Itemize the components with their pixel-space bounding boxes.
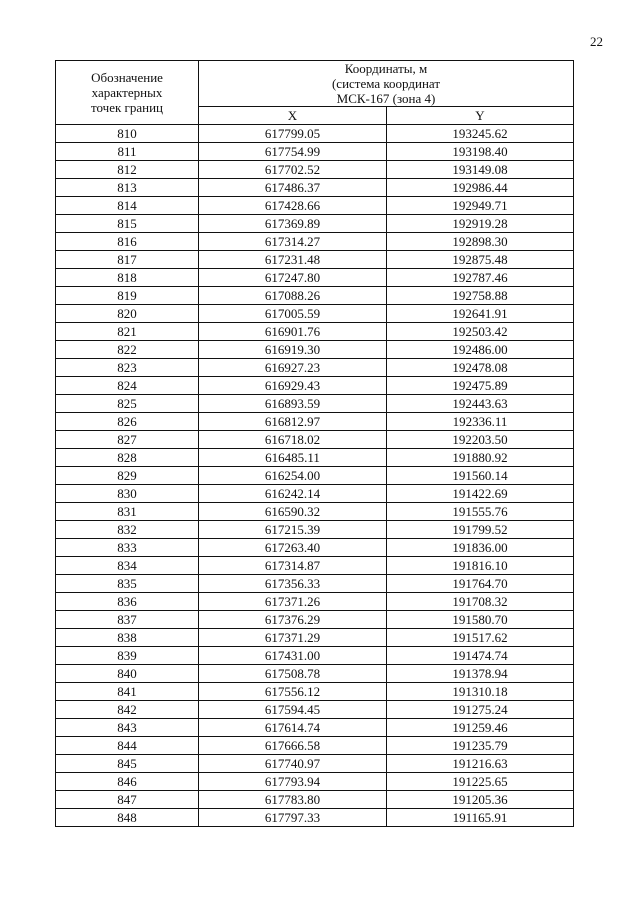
table-row <box>56 161 574 179</box>
y-cell: 193198.40 <box>387 143 574 161</box>
x-cell: 617594.45 <box>199 701 387 719</box>
table-row <box>56 449 574 467</box>
table-row <box>56 215 574 233</box>
table-row <box>56 359 574 377</box>
point-cell: 836 <box>56 593 199 611</box>
table-row <box>56 791 574 809</box>
y-cell: 192898.30 <box>387 233 574 251</box>
point-cell: 845 <box>56 755 199 773</box>
y-cell: 191235.79 <box>387 737 574 755</box>
x-cell: 616919.30 <box>199 341 387 359</box>
table-body <box>56 125 574 827</box>
point-cell: 823 <box>56 359 199 377</box>
header-point-designation <box>56 61 199 125</box>
table-row <box>56 269 574 287</box>
table-row <box>56 251 574 269</box>
x-cell: 617247.80 <box>199 269 387 287</box>
y-cell: 191836.00 <box>387 539 574 557</box>
y-cell: 192758.88 <box>387 287 574 305</box>
y-cell: 192949.71 <box>387 197 574 215</box>
x-cell: 617799.05 <box>199 125 387 143</box>
x-cell: 617263.40 <box>199 539 387 557</box>
table-row <box>56 557 574 575</box>
point-cell: 847 <box>56 791 199 809</box>
point-cell: 812 <box>56 161 199 179</box>
point-cell: 840 <box>56 665 199 683</box>
y-cell: 191799.52 <box>387 521 574 539</box>
x-cell: 617754.99 <box>199 143 387 161</box>
table-row <box>56 665 574 683</box>
y-cell: 192486.00 <box>387 341 574 359</box>
table-row <box>56 719 574 737</box>
point-cell: 844 <box>56 737 199 755</box>
point-cell: 830 <box>56 485 199 503</box>
x-cell: 617666.58 <box>199 737 387 755</box>
point-cell: 843 <box>56 719 199 737</box>
header-coordinates <box>199 61 574 107</box>
table-row <box>56 233 574 251</box>
point-cell: 811 <box>56 143 199 161</box>
x-cell: 617005.59 <box>199 305 387 323</box>
y-cell: 192875.48 <box>387 251 574 269</box>
y-cell: 191259.46 <box>387 719 574 737</box>
y-cell: 192641.91 <box>387 305 574 323</box>
x-cell: 617793.94 <box>199 773 387 791</box>
x-cell: 617088.26 <box>199 287 387 305</box>
point-cell: 813 <box>56 179 199 197</box>
table-row <box>56 629 574 647</box>
table-row <box>56 485 574 503</box>
x-cell: 616927.23 <box>199 359 387 377</box>
y-cell: 191474.74 <box>387 647 574 665</box>
x-cell: 617371.29 <box>199 629 387 647</box>
x-cell: 616590.32 <box>199 503 387 521</box>
y-cell: 193149.08 <box>387 161 574 179</box>
x-cell: 616901.76 <box>199 323 387 341</box>
point-cell: 815 <box>56 215 199 233</box>
header-y: Y <box>387 107 574 125</box>
table-row <box>56 503 574 521</box>
header-point-line-3: точек границ <box>90 100 164 115</box>
point-cell: 820 <box>56 305 199 323</box>
header-coords-line-1: Координаты, м <box>344 61 428 76</box>
y-cell: 192203.50 <box>387 431 574 449</box>
header-point-line-2: характерных <box>91 85 163 100</box>
table-row <box>56 143 574 161</box>
x-cell: 616718.02 <box>199 431 387 449</box>
y-cell: 191310.18 <box>387 683 574 701</box>
table-row <box>56 647 574 665</box>
x-cell: 617740.97 <box>199 755 387 773</box>
x-cell: 617231.48 <box>199 251 387 269</box>
point-cell: 818 <box>56 269 199 287</box>
x-cell: 616893.59 <box>199 395 387 413</box>
table-row <box>56 575 574 593</box>
table-row <box>56 323 574 341</box>
table-row <box>56 125 574 143</box>
point-cell: 824 <box>56 377 199 395</box>
header-x: X <box>199 107 387 125</box>
point-cell: 819 <box>56 287 199 305</box>
x-cell: 617783.80 <box>199 791 387 809</box>
header-coords-line-2: (система координат <box>331 76 441 91</box>
x-cell: 616242.14 <box>199 485 387 503</box>
y-cell: 191225.65 <box>387 773 574 791</box>
table-row <box>56 683 574 701</box>
point-cell: 832 <box>56 521 199 539</box>
point-cell: 835 <box>56 575 199 593</box>
y-cell: 191560.14 <box>387 467 574 485</box>
y-cell: 192475.89 <box>387 377 574 395</box>
y-cell: 191275.24 <box>387 701 574 719</box>
point-cell: 816 <box>56 233 199 251</box>
y-cell: 191517.62 <box>387 629 574 647</box>
point-cell: 839 <box>56 647 199 665</box>
y-cell: 191216.63 <box>387 755 574 773</box>
point-cell: 821 <box>56 323 199 341</box>
x-cell: 616254.00 <box>199 467 387 485</box>
y-cell: 191764.70 <box>387 575 574 593</box>
x-cell: 617797.33 <box>199 809 387 827</box>
y-cell: 192478.08 <box>387 359 574 377</box>
header-row <box>56 61 574 107</box>
header-coords-line-3: МСК-167 (зона 4) <box>336 91 436 106</box>
x-cell: 617431.00 <box>199 647 387 665</box>
table-row <box>56 413 574 431</box>
x-cell: 617215.39 <box>199 521 387 539</box>
point-cell: 833 <box>56 539 199 557</box>
y-cell: 192443.63 <box>387 395 574 413</box>
x-cell: 617314.87 <box>199 557 387 575</box>
x-cell: 617369.89 <box>199 215 387 233</box>
point-cell: 810 <box>56 125 199 143</box>
point-cell: 814 <box>56 197 199 215</box>
y-cell: 191555.76 <box>387 503 574 521</box>
table-row <box>56 197 574 215</box>
y-cell: 191816.10 <box>387 557 574 575</box>
table-row <box>56 467 574 485</box>
table-row <box>56 341 574 359</box>
point-cell: 848 <box>56 809 199 827</box>
x-cell: 617556.12 <box>199 683 387 701</box>
point-cell: 838 <box>56 629 199 647</box>
y-cell: 193245.62 <box>387 125 574 143</box>
table-row <box>56 287 574 305</box>
y-cell: 192986.44 <box>387 179 574 197</box>
table-row <box>56 179 574 197</box>
x-cell: 617314.27 <box>199 233 387 251</box>
point-cell: 817 <box>56 251 199 269</box>
table-row <box>56 611 574 629</box>
y-cell: 191205.36 <box>387 791 574 809</box>
coordinates-table <box>55 60 574 827</box>
y-cell: 191580.70 <box>387 611 574 629</box>
y-cell: 191880.92 <box>387 449 574 467</box>
table-row <box>56 593 574 611</box>
x-cell: 616485.11 <box>199 449 387 467</box>
table-row <box>56 701 574 719</box>
point-cell: 825 <box>56 395 199 413</box>
table-row <box>56 539 574 557</box>
point-cell: 828 <box>56 449 199 467</box>
point-cell: 834 <box>56 557 199 575</box>
point-cell: 822 <box>56 341 199 359</box>
y-cell: 192503.42 <box>387 323 574 341</box>
x-cell: 617376.29 <box>199 611 387 629</box>
table-row <box>56 521 574 539</box>
point-cell: 827 <box>56 431 199 449</box>
table-row <box>56 737 574 755</box>
point-cell: 831 <box>56 503 199 521</box>
x-cell: 617486.37 <box>199 179 387 197</box>
y-cell: 191422.69 <box>387 485 574 503</box>
y-cell: 192787.46 <box>387 269 574 287</box>
y-cell: 192919.28 <box>387 215 574 233</box>
y-cell: 191165.91 <box>387 809 574 827</box>
header-point-line-1: Обозначение <box>91 70 163 85</box>
table-row <box>56 809 574 827</box>
y-cell: 191378.94 <box>387 665 574 683</box>
x-cell: 617356.33 <box>199 575 387 593</box>
x-cell: 616929.43 <box>199 377 387 395</box>
x-cell: 617614.74 <box>199 719 387 737</box>
y-cell: 191708.32 <box>387 593 574 611</box>
table-row <box>56 431 574 449</box>
table-row <box>56 305 574 323</box>
x-cell: 617428.66 <box>199 197 387 215</box>
y-cell: 192336.11 <box>387 413 574 431</box>
x-cell: 617702.52 <box>199 161 387 179</box>
point-cell: 842 <box>56 701 199 719</box>
table-row <box>56 755 574 773</box>
page-number: 22 <box>590 34 603 49</box>
point-cell: 846 <box>56 773 199 791</box>
x-cell: 617508.78 <box>199 665 387 683</box>
table-row <box>56 773 574 791</box>
point-cell: 826 <box>56 413 199 431</box>
x-cell: 617371.26 <box>199 593 387 611</box>
point-cell: 829 <box>56 467 199 485</box>
table-row <box>56 377 574 395</box>
point-cell: 841 <box>56 683 199 701</box>
table-row <box>56 395 574 413</box>
x-cell: 616812.97 <box>199 413 387 431</box>
point-cell: 837 <box>56 611 199 629</box>
